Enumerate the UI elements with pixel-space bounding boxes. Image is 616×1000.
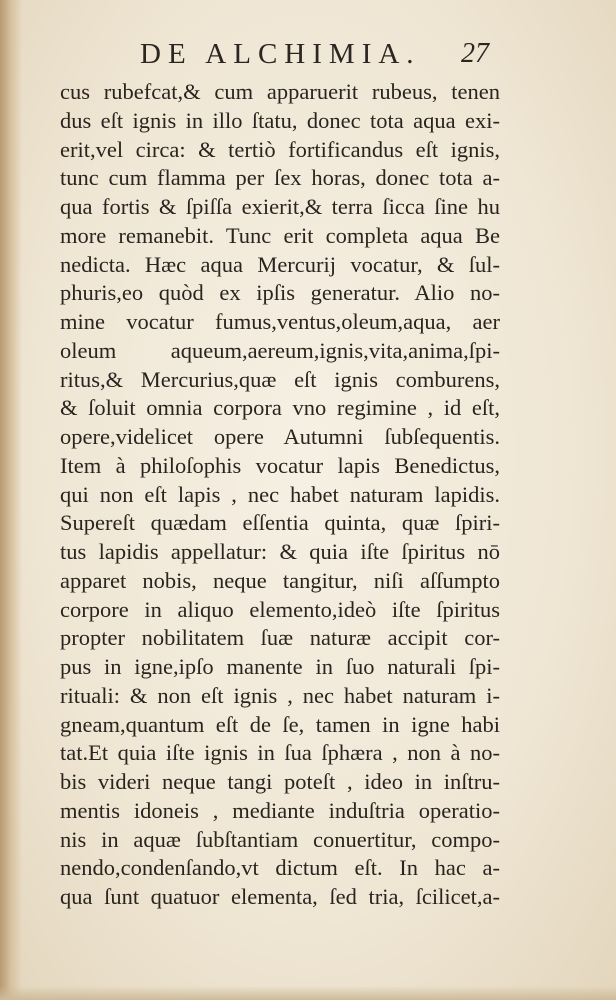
text-line: cus rubefcat,& cum apparuerit rubeus, tenen	[60, 79, 500, 104]
text-line: qua fortis & ſpiſſa exierit,& terra ſicca ſine hu	[60, 194, 500, 219]
page-bottom-edge	[0, 986, 616, 1000]
text-line: tunc cum flamma per ſex horas, donec tota a-	[60, 165, 500, 191]
page-gutter-shadow	[0, 0, 22, 1000]
page-number: 27	[461, 38, 489, 69]
text-block	[60, 78, 500, 912]
text-line: gneam,quantum eſt de ſe, tamen in igne habi	[60, 711, 500, 737]
text-line: mine vocatur fumus,ventus,oleum,aqua, aer	[60, 309, 500, 334]
text-line: qua ſunt quatuor elementa, ſed tria, ſcilicet,a-	[60, 884, 500, 909]
text-line: nedicta. Hæc aqua Mercurij vocatur, & ſul-	[60, 251, 500, 277]
running-title: DE ALCHIMIA.	[140, 38, 421, 70]
text-line: tat.Et quia iſte ignis in ſua ſphæra , non à no-	[60, 740, 500, 766]
text-line: more remanebit. Tunc erit completa aqua Be	[60, 222, 500, 248]
text-line: & ſoluit omnia corpora vno regimine , id eſt,	[60, 395, 500, 421]
text-line: bis videri neque tangi poteſt , ideo in inſtru-	[60, 769, 500, 794]
text-line: erit,vel circa: & tertiò fortificandus eſt ignis,	[60, 136, 500, 162]
text-line: oleum aqueum,aereum,ignis,vita,anima,ſpi-	[60, 337, 500, 363]
text-line: corpore in aliquo elemento,ideò iſte ſpiritus	[60, 596, 500, 622]
text-line: phuris,eo quòd ex ipſis generatur. Alio no-	[60, 280, 500, 306]
text-line: qui non eſt lapis , nec habet naturam lapidis.	[60, 481, 500, 507]
text-line: propter nobilitatem ſuæ naturæ accipit cor-	[60, 625, 500, 651]
text-line: rituali: & non eſt ignis , nec habet naturam i-	[60, 682, 500, 708]
text-line: pus in igne,ipſo manente in ſuo naturali ſpi-	[60, 654, 500, 679]
text-line: apparet nobis, neque tangitur, niſi aſſumpto	[60, 567, 500, 593]
text-line: dus eſt ignis in illo ſtatu, donec tota aqua exi-	[60, 107, 500, 133]
running-head	[0, 34, 616, 74]
text-line: opere,videlicet opere Autumni ſubſequentis.	[60, 424, 500, 449]
text-line: mentis idoneis , mediante induſtria operatio-	[60, 797, 500, 823]
text-line: Supereſt quædam eſſentia quinta, quæ ſpiri-	[60, 510, 500, 536]
text-line: tus lapidis appellatur: & quia iſte ſpiritus nō	[60, 539, 500, 564]
text-line: nendo,condenſando,vt dictum eſt. In hac a-	[60, 855, 500, 881]
text-line: nis in aquæ ſubſtantiam conuertitur, compo-	[60, 826, 500, 852]
text-line: Item à philoſophis vocatur lapis Benedictus,	[60, 452, 500, 478]
text-line: ritus,& Mercurius,quæ eſt ignis comburens,	[60, 366, 500, 392]
